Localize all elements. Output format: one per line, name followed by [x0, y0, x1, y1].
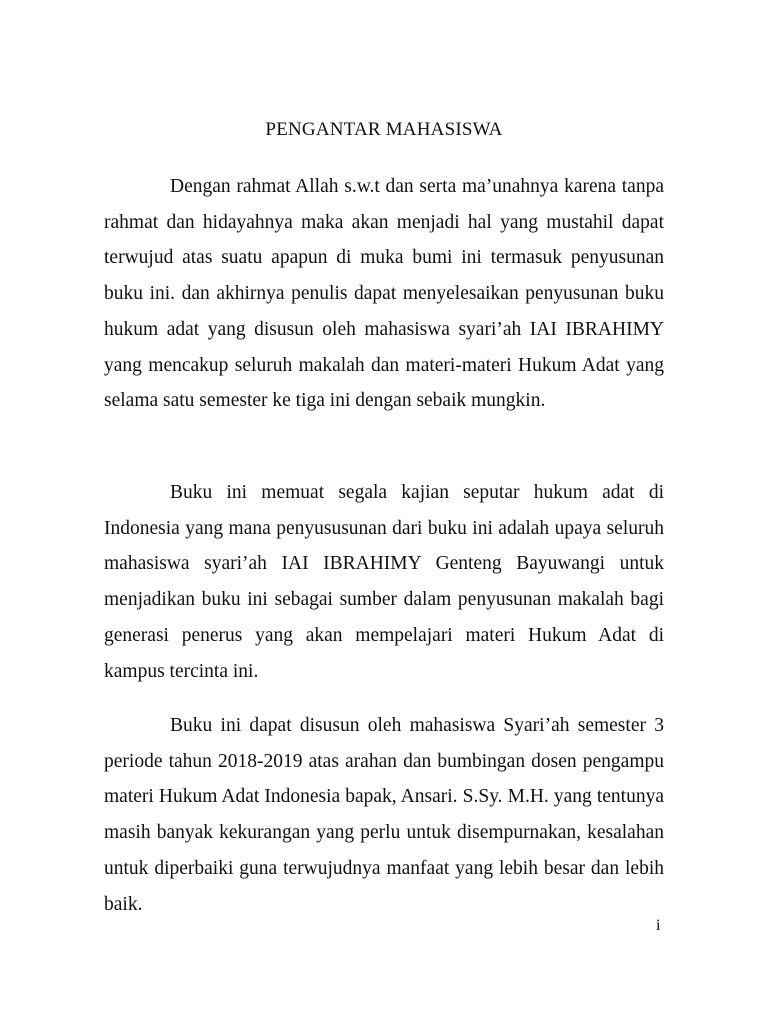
page-title: PENGANTAR MAHASISWA: [265, 119, 503, 140]
paragraph-1: Dengan rahmat Allah s.w.t dan serta ma’unahnya karena tanpa rahmat dan hidayahnya maka akan menjadi hal yang mustahil dapat terwujud atas suatu apapun di muka bumi ini termasuk penyusunan buku ini. dan akhirnya penulis dapat menyelesaikan penyusunan buku hukum adat yang disusun oleh mahasiswa syari’ah IAI IBRAHIMY yang mencakup seluruh makalah dan materi-materi Hukum Adat yang selama satu semester ke tiga ini dengan sebaik mungkin.: [104, 176, 664, 412]
paragraph-3: Buku ini dapat disusun oleh mahasiswa Syari’ah semester 3 periode tahun 2018-2019 atas arahan dan bumbingan dosen pengampu materi Hukum Adat Indonesia bapak, Ansari. S.Sy. M.H. yang tentunya masih banyak kekurangan yang perlu untuk disempurnakan, kesalahan untuk diperbaiki guna terwujudnya manfaat yang lebih besar dan lebih baik.: [104, 715, 664, 915]
page-number: i: [656, 917, 661, 934]
paragraph-2: Buku ini memuat segala kajian seputar hukum adat di Indonesia yang mana penyususunan dari buku ini adalah upaya seluruh mahasiswa syari’ah IAI IBRAHIMY Genteng Bayuwangi untuk menjadikan buku ini sebagai sumber dalam penyusunan makalah bagi generasi penerus yang akan mempelajari materi Hukum Adat di kampus tercinta ini.: [104, 482, 664, 682]
